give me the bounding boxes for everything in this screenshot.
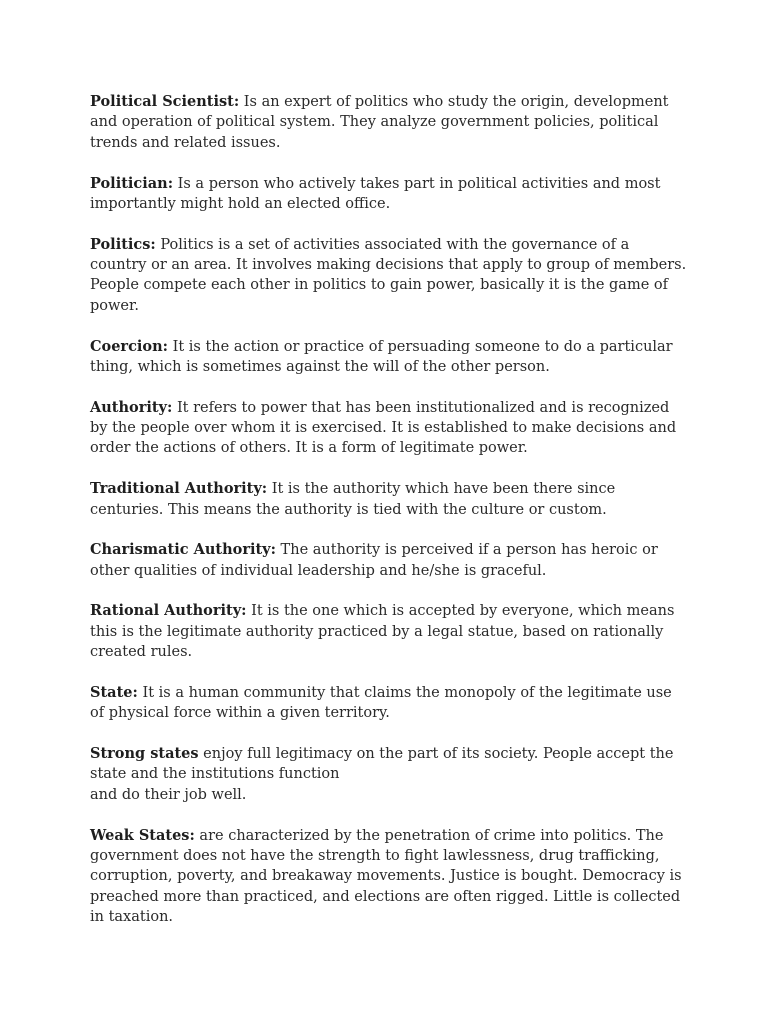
definition-text: are characterized by the penetration of crime into politics. The government does not have the strength to fight lawlessness, drug trafficking, corruption, poverty, and breakaway movements. Justice is bought. Democracy is preached more than practiced, and elections are often rigged. Little is collected in taxation.: [90, 827, 682, 926]
definition-politician: [90, 174, 688, 215]
term: State: [90, 683, 133, 701]
term-separator: :: [261, 480, 268, 498]
term-separator: :: [167, 174, 174, 192]
definition-text-continued: and do their job well.: [90, 786, 247, 803]
term-separator: :: [132, 683, 138, 701]
term: Coercion: [90, 337, 163, 355]
term: Politics: [90, 235, 151, 253]
definition-weak-states: [90, 826, 688, 928]
definition-charismatic-authority: [90, 540, 688, 581]
definition-text: Is an expert of politics who study the origin, development and operation of political system. They analyze government policies, political trends and related issues.: [90, 94, 669, 151]
term: Political Scientist: [90, 93, 234, 110]
definition-text: The authority is perceived if a person has heroic or other qualities of individual leadership and he/she is graceful.: [90, 542, 658, 579]
definition-traditional-authority: [90, 479, 688, 520]
term-separator: :: [241, 602, 247, 620]
definition-text: It is a human community that claims the monopoly of the legitimate use of physical force within a given territory.: [90, 684, 672, 722]
term-separator: :: [233, 93, 240, 110]
definition-text: It is the action or practice of persuading someone to do a particular thing, which is sometimes against the will of the other person.: [90, 338, 673, 375]
definition-text: Politics is a set of activities associated with the governance of a country or an area. It involves making decisions that apply to group of members. People compete each other in politics to gain power, basically it is the game of power.: [90, 236, 687, 314]
term: Politician: [90, 174, 168, 192]
term: Authority: [90, 398, 167, 416]
term-separator: :: [150, 235, 156, 253]
term: Charismatic Authority: [90, 541, 271, 559]
term-separator: :: [162, 337, 168, 355]
term: Strong states: [90, 745, 199, 763]
definition-text: Is a person who actively takes part in political activities and most importantly might hold an elected office.: [90, 175, 661, 212]
definition-strong-states: [90, 744, 688, 805]
definition-coercion: [90, 337, 688, 378]
definition-authority: [90, 398, 688, 459]
term-separator: :: [166, 398, 173, 416]
definition-text: enjoy full legitimacy on the part of its society. People accept the state and the institutions function: [90, 746, 674, 783]
term-separator: :: [270, 541, 276, 559]
definition-political-scientist: [90, 92, 688, 153]
term-separator: :: [189, 826, 195, 844]
term: Weak States: [90, 826, 190, 844]
definition-politics: [90, 235, 688, 317]
definition-text: It refers to power that has been institutionalized and is recognized by the people over whom it is exercised. It is established to make decisions and order the actions of others. It is a form of legitimate power.: [90, 399, 677, 457]
term: Rational Authority: [90, 602, 242, 620]
definition-rational-authority: [90, 601, 688, 662]
definition-state: [90, 683, 688, 724]
term: Traditional Authority: [90, 480, 262, 498]
definition-text: It is the one which is accepted by everyone, which means this is the legitimate authority practiced by a legal statue, based on rationally created rules.: [90, 603, 675, 661]
definition-text: It is the authority which have been there since centuries. This means the authority is tied with the culture or custom.: [90, 481, 616, 518]
